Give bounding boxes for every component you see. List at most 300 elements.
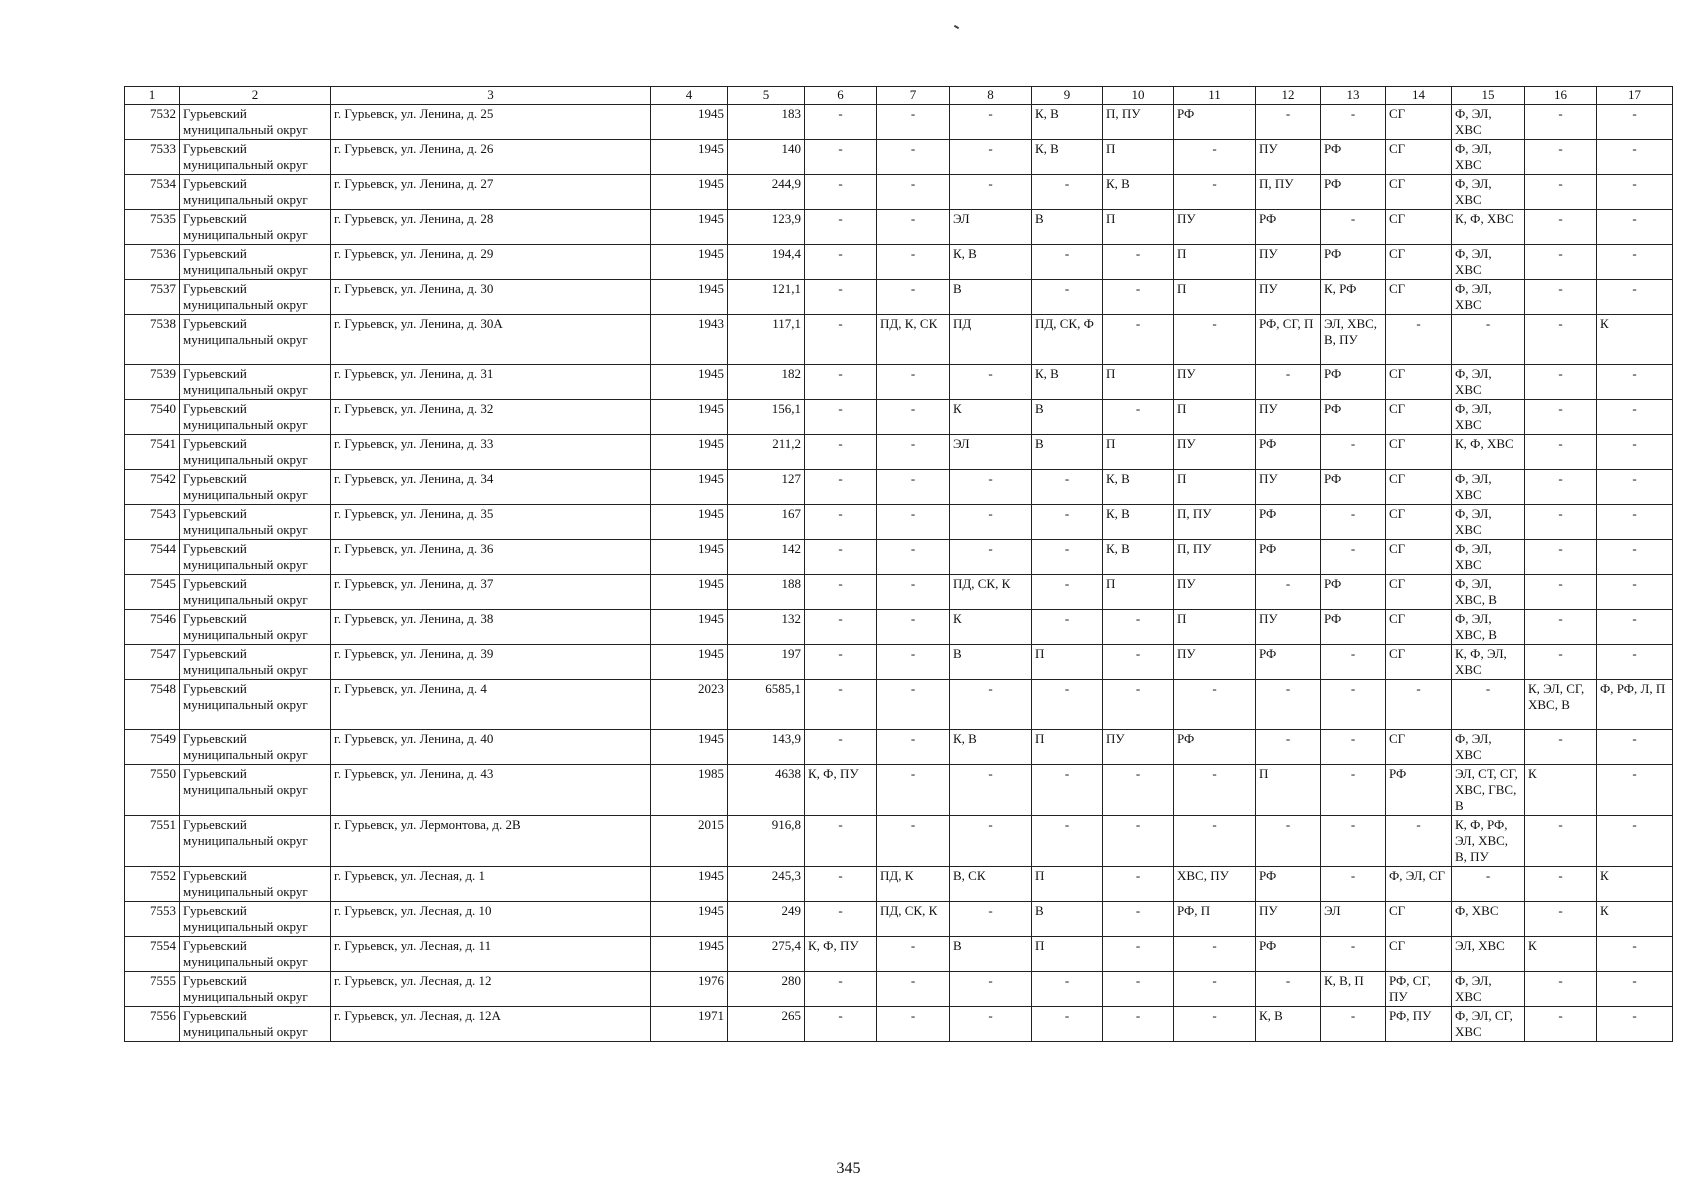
cell-col-11: - [1174, 972, 1256, 1007]
cell-col-4: 2023 [651, 680, 728, 730]
cell-col-2: Гурьевский муниципальный округ [180, 505, 331, 540]
cell-col-17: - [1597, 937, 1673, 972]
cell-col-6: - [805, 105, 877, 140]
cell-col-7: - [877, 816, 950, 867]
cell-col-10: - [1103, 937, 1174, 972]
cell-col-1: 7549 [125, 730, 180, 765]
cell-col-14: СГ [1386, 140, 1452, 175]
cell-col-15: ЭЛ, ХВС [1452, 937, 1525, 972]
cell-col-5: 142 [728, 540, 805, 575]
cell-col-17: Ф, РФ, Л, П [1597, 680, 1673, 730]
cell-col-9: - [1032, 610, 1103, 645]
cell-col-15: Ф, ЭЛ, ХВС [1452, 175, 1525, 210]
cell-col-4: 2015 [651, 816, 728, 867]
cell-col-8: - [950, 140, 1032, 175]
cell-col-2: Гурьевский муниципальный округ [180, 245, 331, 280]
table-row [125, 816, 1673, 867]
cell-col-15: Ф, ЭЛ, ХВС [1452, 400, 1525, 435]
cell-col-7: - [877, 400, 950, 435]
cell-col-16: - [1525, 210, 1597, 245]
cell-col-15: Ф, ЭЛ, ХВС [1452, 540, 1525, 575]
cell-col-3: г. Гурьевск, ул. Ленина, д. 29 [331, 245, 651, 280]
cell-col-8: К, В [950, 245, 1032, 280]
cell-col-7: - [877, 937, 950, 972]
cell-col-13: - [1321, 680, 1386, 730]
cell-col-13: - [1321, 937, 1386, 972]
table-row [125, 1007, 1673, 1042]
cell-col-17: - [1597, 470, 1673, 505]
cell-col-12: РФ [1256, 435, 1321, 470]
cell-col-13: - [1321, 1007, 1386, 1042]
column-header-17: 17 [1597, 87, 1673, 105]
cell-col-10: П [1103, 435, 1174, 470]
cell-col-14: СГ [1386, 105, 1452, 140]
cell-col-3: г. Гурьевск, ул. Лесная, д. 1 [331, 867, 651, 902]
cell-col-10: - [1103, 816, 1174, 867]
cell-col-11: П, ПУ [1174, 540, 1256, 575]
cell-col-15: Ф, ХВС [1452, 902, 1525, 937]
cell-col-3: г. Гурьевск, ул. Ленина, д. 32 [331, 400, 651, 435]
cell-col-6: - [805, 280, 877, 315]
cell-col-1: 7545 [125, 575, 180, 610]
cell-col-11: - [1174, 315, 1256, 365]
cell-col-5: 280 [728, 972, 805, 1007]
cell-col-16: - [1525, 140, 1597, 175]
cell-col-7: - [877, 365, 950, 400]
cell-col-14: СГ [1386, 902, 1452, 937]
cell-col-2: Гурьевский муниципальный округ [180, 972, 331, 1007]
cell-col-16: - [1525, 1007, 1597, 1042]
cell-col-12: РФ [1256, 210, 1321, 245]
cell-col-13: ЭЛ [1321, 902, 1386, 937]
column-header-13: 13 [1321, 87, 1386, 105]
cell-col-8: - [950, 365, 1032, 400]
cell-col-9: - [1032, 505, 1103, 540]
cell-col-12: ПУ [1256, 470, 1321, 505]
cell-col-10: ПУ [1103, 730, 1174, 765]
cell-col-17: - [1597, 365, 1673, 400]
column-header-10: 10 [1103, 87, 1174, 105]
cell-col-5: 182 [728, 365, 805, 400]
cell-col-10: - [1103, 245, 1174, 280]
cell-col-15: Ф, ЭЛ, ХВС [1452, 245, 1525, 280]
cell-col-1: 7537 [125, 280, 180, 315]
cell-col-6: - [805, 680, 877, 730]
cell-col-1: 7555 [125, 972, 180, 1007]
cell-col-9: - [1032, 680, 1103, 730]
cell-col-8: - [950, 470, 1032, 505]
cell-col-13: - [1321, 105, 1386, 140]
cell-col-4: 1945 [651, 470, 728, 505]
cell-col-10: К, В [1103, 540, 1174, 575]
cell-col-3: г. Гурьевск, ул. Ленина, д. 43 [331, 765, 651, 816]
table-row [125, 175, 1673, 210]
cell-col-11: - [1174, 1007, 1256, 1042]
cell-col-8: - [950, 972, 1032, 1007]
cell-col-16: - [1525, 902, 1597, 937]
cell-col-6: - [805, 175, 877, 210]
cell-col-11: ХВС, ПУ [1174, 867, 1256, 902]
cell-col-2: Гурьевский муниципальный округ [180, 105, 331, 140]
cell-col-1: 7543 [125, 505, 180, 540]
cell-col-1: 7556 [125, 1007, 180, 1042]
cell-col-17: - [1597, 140, 1673, 175]
cell-col-17: - [1597, 575, 1673, 610]
cell-col-11: ПУ [1174, 575, 1256, 610]
table-row [125, 470, 1673, 505]
cell-col-16: К [1525, 765, 1597, 816]
cell-col-13: РФ [1321, 575, 1386, 610]
cell-col-1: 7541 [125, 435, 180, 470]
cell-col-2: Гурьевский муниципальный округ [180, 540, 331, 575]
cell-col-11: П [1174, 610, 1256, 645]
cell-col-2: Гурьевский муниципальный округ [180, 575, 331, 610]
cell-col-3: г. Гурьевск, ул. Ленина, д. 25 [331, 105, 651, 140]
cell-col-9: - [1032, 175, 1103, 210]
cell-col-14: СГ [1386, 730, 1452, 765]
cell-col-11: РФ, П [1174, 902, 1256, 937]
cell-col-8: ЭЛ [950, 210, 1032, 245]
cell-col-6: - [805, 645, 877, 680]
column-header-11: 11 [1174, 87, 1256, 105]
cell-col-16: - [1525, 816, 1597, 867]
cell-col-4: 1945 [651, 365, 728, 400]
cell-col-9: - [1032, 470, 1103, 505]
cell-col-10: П [1103, 365, 1174, 400]
cell-col-13: РФ [1321, 610, 1386, 645]
column-header-14: 14 [1386, 87, 1452, 105]
table-row [125, 140, 1673, 175]
cell-col-6: К, Ф, ПУ [805, 765, 877, 816]
cell-col-3: г. Гурьевск, ул. Ленина, д. 36 [331, 540, 651, 575]
cell-col-6: - [805, 540, 877, 575]
cell-col-14: СГ [1386, 400, 1452, 435]
cell-col-17: - [1597, 972, 1673, 1007]
column-header-3: 3 [331, 87, 651, 105]
cell-col-8: - [950, 540, 1032, 575]
cell-col-7: ПД, К [877, 867, 950, 902]
cell-col-13: - [1321, 867, 1386, 902]
cell-col-15: К, Ф, ЭЛ, ХВС [1452, 645, 1525, 680]
cell-col-6: - [805, 867, 877, 902]
cell-col-8: К [950, 610, 1032, 645]
cell-col-14: СГ [1386, 365, 1452, 400]
cell-col-2: Гурьевский муниципальный округ [180, 937, 331, 972]
cell-col-8: - [950, 816, 1032, 867]
cell-col-6: - [805, 245, 877, 280]
cell-col-15: ЭЛ, СТ, СГ, ХВС, ГВС, В [1452, 765, 1525, 816]
cell-col-13: - [1321, 540, 1386, 575]
cell-col-9: В [1032, 902, 1103, 937]
cell-col-7: ПД, СК, К [877, 902, 950, 937]
cell-col-5: 127 [728, 470, 805, 505]
cell-col-12: - [1256, 105, 1321, 140]
cell-col-6: - [805, 140, 877, 175]
cell-col-9: - [1032, 1007, 1103, 1042]
cell-col-2: Гурьевский муниципальный округ [180, 470, 331, 505]
table-row [125, 365, 1673, 400]
cell-col-1: 7539 [125, 365, 180, 400]
cell-col-5: 249 [728, 902, 805, 937]
cell-col-14: СГ [1386, 245, 1452, 280]
cell-col-11: ПУ [1174, 645, 1256, 680]
cell-col-6: - [805, 575, 877, 610]
cell-col-11: РФ [1174, 730, 1256, 765]
cell-col-12: - [1256, 972, 1321, 1007]
cell-col-16: - [1525, 867, 1597, 902]
cell-col-14: - [1386, 315, 1452, 365]
cell-col-12: П [1256, 765, 1321, 816]
cell-col-2: Гурьевский муниципальный округ [180, 730, 331, 765]
cell-col-8: - [950, 680, 1032, 730]
cell-col-8: К [950, 400, 1032, 435]
cell-col-8: - [950, 505, 1032, 540]
cell-col-4: 1945 [651, 730, 728, 765]
cell-col-15: К, Ф, ХВС [1452, 210, 1525, 245]
cell-col-2: Гурьевский муниципальный округ [180, 435, 331, 470]
cell-col-17: К [1597, 902, 1673, 937]
cell-col-10: - [1103, 867, 1174, 902]
cell-col-17: - [1597, 816, 1673, 867]
cell-col-10: - [1103, 765, 1174, 816]
cell-col-11: - [1174, 175, 1256, 210]
cell-col-1: 7535 [125, 210, 180, 245]
cell-col-16: - [1525, 645, 1597, 680]
cell-col-6: - [805, 610, 877, 645]
cell-col-4: 1945 [651, 867, 728, 902]
cell-col-10: К, В [1103, 470, 1174, 505]
cell-col-6: - [805, 365, 877, 400]
cell-col-8: - [950, 902, 1032, 937]
cell-col-3: г. Гурьевск, ул. Ленина, д. 33 [331, 435, 651, 470]
column-header-2: 2 [180, 87, 331, 105]
cell-col-7: - [877, 210, 950, 245]
cell-col-16: - [1525, 575, 1597, 610]
cell-col-6: К, Ф, ПУ [805, 937, 877, 972]
table-row [125, 645, 1673, 680]
cell-col-17: - [1597, 175, 1673, 210]
table-row [125, 902, 1673, 937]
cell-col-12: РФ [1256, 505, 1321, 540]
table-row [125, 245, 1673, 280]
cell-col-17: К [1597, 315, 1673, 365]
cell-col-1: 7542 [125, 470, 180, 505]
cell-col-7: - [877, 470, 950, 505]
cell-col-7: - [877, 575, 950, 610]
cell-col-2: Гурьевский муниципальный округ [180, 140, 331, 175]
cell-col-16: - [1525, 400, 1597, 435]
cell-col-13: РФ [1321, 175, 1386, 210]
cell-col-15: Ф, ЭЛ, СГ, ХВС [1452, 1007, 1525, 1042]
cell-col-9: - [1032, 280, 1103, 315]
cell-col-1: 7533 [125, 140, 180, 175]
cell-col-2: Гурьевский муниципальный округ [180, 365, 331, 400]
cell-col-15: Ф, ЭЛ, ХВС [1452, 280, 1525, 315]
cell-col-11: ПУ [1174, 365, 1256, 400]
cell-col-7: - [877, 245, 950, 280]
cell-col-6: - [805, 210, 877, 245]
cell-col-4: 1985 [651, 765, 728, 816]
cell-col-6: - [805, 505, 877, 540]
cell-col-7: - [877, 105, 950, 140]
cell-col-2: Гурьевский муниципальный округ [180, 280, 331, 315]
cell-col-14: - [1386, 816, 1452, 867]
cell-col-8: В [950, 280, 1032, 315]
cell-col-12: РФ [1256, 540, 1321, 575]
cell-col-11: ПУ [1174, 210, 1256, 245]
cell-col-10: К, В [1103, 175, 1174, 210]
cell-col-14: СГ [1386, 435, 1452, 470]
table-row [125, 280, 1673, 315]
cell-col-17: - [1597, 730, 1673, 765]
cell-col-11: - [1174, 140, 1256, 175]
cell-col-1: 7553 [125, 902, 180, 937]
cell-col-7: - [877, 645, 950, 680]
cell-col-13: - [1321, 730, 1386, 765]
cell-col-5: 4638 [728, 765, 805, 816]
cell-col-1: 7550 [125, 765, 180, 816]
cell-col-2: Гурьевский муниципальный округ [180, 315, 331, 365]
cell-col-1: 7534 [125, 175, 180, 210]
cell-col-12: ПУ [1256, 245, 1321, 280]
cell-col-16: - [1525, 435, 1597, 470]
cell-col-1: 7540 [125, 400, 180, 435]
cell-col-17: - [1597, 245, 1673, 280]
cell-col-10: - [1103, 972, 1174, 1007]
cell-col-17: - [1597, 435, 1673, 470]
cell-col-8: В [950, 937, 1032, 972]
cell-col-14: СГ [1386, 280, 1452, 315]
cell-col-6: - [805, 315, 877, 365]
cell-col-9: - [1032, 575, 1103, 610]
cell-col-17: - [1597, 765, 1673, 816]
table-row [125, 765, 1673, 816]
cell-col-11: П [1174, 400, 1256, 435]
cell-col-3: г. Гурьевск, ул. Ленина, д. 27 [331, 175, 651, 210]
cell-col-5: 183 [728, 105, 805, 140]
cell-col-14: СГ [1386, 540, 1452, 575]
cell-col-2: Гурьевский муниципальный округ [180, 610, 331, 645]
column-header-4: 4 [651, 87, 728, 105]
cell-col-5: 143,9 [728, 730, 805, 765]
cell-col-5: 197 [728, 645, 805, 680]
table-row [125, 972, 1673, 1007]
cell-col-10: П [1103, 140, 1174, 175]
cell-col-12: ПУ [1256, 902, 1321, 937]
cell-col-14: - [1386, 680, 1452, 730]
cell-col-13: - [1321, 435, 1386, 470]
cell-col-12: РФ, СГ, П [1256, 315, 1321, 365]
cell-col-4: 1945 [651, 505, 728, 540]
cell-col-9: - [1032, 245, 1103, 280]
cell-col-12: - [1256, 816, 1321, 867]
cell-col-5: 6585,1 [728, 680, 805, 730]
cell-col-8: ПД [950, 315, 1032, 365]
cell-col-9: - [1032, 816, 1103, 867]
cell-col-2: Гурьевский муниципальный округ [180, 210, 331, 245]
cell-col-5: 275,4 [728, 937, 805, 972]
cell-col-15: - [1452, 315, 1525, 365]
cell-col-4: 1945 [651, 575, 728, 610]
cell-col-12: П, ПУ [1256, 175, 1321, 210]
cell-col-17: - [1597, 1007, 1673, 1042]
cell-col-16: - [1525, 610, 1597, 645]
cell-col-2: Гурьевский муниципальный округ [180, 175, 331, 210]
scan-speck [954, 25, 959, 29]
cell-col-14: СГ [1386, 937, 1452, 972]
cell-col-4: 1945 [651, 937, 728, 972]
cell-col-8: ПД, СК, К [950, 575, 1032, 610]
cell-col-8: В, СК [950, 867, 1032, 902]
cell-col-16: - [1525, 280, 1597, 315]
cell-col-13: ЭЛ, ХВС, В, ПУ [1321, 315, 1386, 365]
cell-col-9: - [1032, 972, 1103, 1007]
cell-col-16: - [1525, 540, 1597, 575]
cell-col-8: - [950, 1007, 1032, 1042]
cell-col-17: - [1597, 540, 1673, 575]
cell-col-14: РФ, ПУ [1386, 1007, 1452, 1042]
table-row [125, 105, 1673, 140]
cell-col-17: - [1597, 645, 1673, 680]
cell-col-1: 7536 [125, 245, 180, 280]
cell-col-5: 188 [728, 575, 805, 610]
cell-col-3: г. Гурьевск, ул. Ленина, д. 31 [331, 365, 651, 400]
cell-col-5: 265 [728, 1007, 805, 1042]
cell-col-14: СГ [1386, 645, 1452, 680]
cell-col-5: 245,3 [728, 867, 805, 902]
column-header-16: 16 [1525, 87, 1597, 105]
cell-col-3: г. Гурьевск, ул. Лесная, д. 11 [331, 937, 651, 972]
cell-col-13: - [1321, 765, 1386, 816]
table-row [125, 937, 1673, 972]
cell-col-8: ЭЛ [950, 435, 1032, 470]
table-row [125, 540, 1673, 575]
cell-col-4: 1945 [651, 610, 728, 645]
cell-col-17: К [1597, 867, 1673, 902]
cell-col-11: П [1174, 245, 1256, 280]
cell-col-3: г. Гурьевск, ул. Ленина, д. 28 [331, 210, 651, 245]
cell-col-16: - [1525, 245, 1597, 280]
cell-col-2: Гурьевский муниципальный округ [180, 400, 331, 435]
cell-col-17: - [1597, 105, 1673, 140]
cell-col-3: г. Гурьевск, ул. Ленина, д. 35 [331, 505, 651, 540]
cell-col-3: г. Гурьевск, ул. Ленина, д. 40 [331, 730, 651, 765]
page-number: 345 [836, 1160, 861, 1177]
table-row [125, 575, 1673, 610]
cell-col-1: 7532 [125, 105, 180, 140]
cell-col-14: РФ [1386, 765, 1452, 816]
cell-col-12: ПУ [1256, 280, 1321, 315]
cell-col-4: 1945 [651, 645, 728, 680]
cell-col-16: К [1525, 937, 1597, 972]
cell-col-13: К, РФ [1321, 280, 1386, 315]
table-row [125, 730, 1673, 765]
cell-col-13: К, В, П [1321, 972, 1386, 1007]
column-header-8: 8 [950, 87, 1032, 105]
cell-col-12: - [1256, 730, 1321, 765]
cell-col-15: - [1452, 680, 1525, 730]
cell-col-5: 121,1 [728, 280, 805, 315]
cell-col-5: 156,1 [728, 400, 805, 435]
cell-col-3: г. Гурьевск, ул. Лесная, д. 12А [331, 1007, 651, 1042]
cell-col-9: ПД, СК, Ф [1032, 315, 1103, 365]
column-header-6: 6 [805, 87, 877, 105]
cell-col-8: - [950, 105, 1032, 140]
cell-col-16: - [1525, 505, 1597, 540]
cell-col-1: 7538 [125, 315, 180, 365]
cell-col-5: 244,9 [728, 175, 805, 210]
cell-col-7: - [877, 1007, 950, 1042]
